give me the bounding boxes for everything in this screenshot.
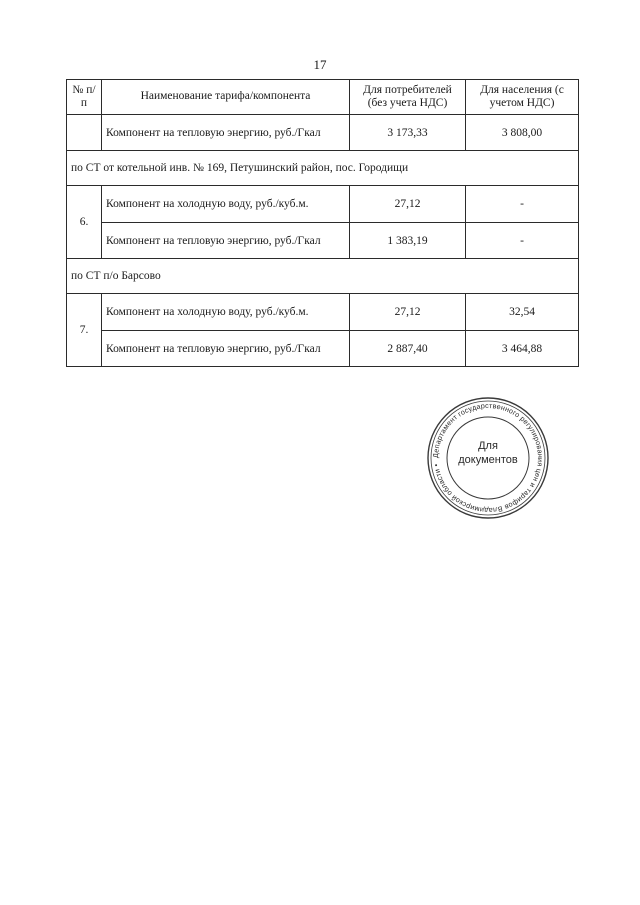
page-number: 17 xyxy=(313,57,327,72)
row-name: Компонент на тепловую энергию, руб./Гкал xyxy=(102,223,350,259)
row-consumers: 2 887,40 xyxy=(350,331,466,367)
row-num: 7. xyxy=(67,294,102,367)
row-name: Компонент на холодную воду, руб./куб.м. xyxy=(102,186,350,223)
stamp-ring-text: Департамент государственного регулирования цен и тарифов Владимирской области • xyxy=(430,400,546,516)
section-row xyxy=(67,151,579,186)
section-row xyxy=(67,259,579,294)
row-consumers: 27,12 xyxy=(350,186,466,223)
header-population: Для населения (с учетом НДС) xyxy=(466,80,579,115)
table-row xyxy=(67,331,579,367)
row-consumers: 3 173,33 xyxy=(350,115,466,151)
stamp-line-1: Для xyxy=(478,440,498,452)
tariff-table xyxy=(66,79,579,367)
table-row xyxy=(67,115,579,151)
row-population: 3 464,88 xyxy=(466,331,579,367)
table-row xyxy=(67,223,579,259)
table-header-row xyxy=(67,80,579,115)
row-num: 6. xyxy=(67,186,102,259)
row-consumers: 1 383,19 xyxy=(350,223,466,259)
stamp-center-text xyxy=(449,440,527,468)
row-consumers: 27,12 xyxy=(350,294,466,331)
header-name: Наименование тарифа/компонента xyxy=(102,80,350,115)
row-population: 32,54 xyxy=(466,294,579,331)
row-name: Компонент на тепловую энергию, руб./Гкал xyxy=(102,115,350,151)
stamp-line-2: документов xyxy=(458,453,518,466)
row-num xyxy=(67,115,102,151)
row-name: Компонент на холодную воду, руб./куб.м. xyxy=(102,294,350,331)
section-title: по СТ п/о Барсово xyxy=(67,259,579,294)
row-population: - xyxy=(466,223,579,259)
header-consumers: Для потребителей (без учета НДС) xyxy=(350,80,466,115)
table-row xyxy=(67,186,579,223)
row-population: - xyxy=(466,186,579,223)
row-population: 3 808,00 xyxy=(466,115,579,151)
row-name: Компонент на тепловую энергию, руб./Гкал xyxy=(102,331,350,367)
section-title: по СТ от котельной инв. № 169, Петушинский район, пос. Городищи xyxy=(67,151,579,186)
table-row xyxy=(67,294,579,331)
header-num: № п/п xyxy=(67,80,102,115)
